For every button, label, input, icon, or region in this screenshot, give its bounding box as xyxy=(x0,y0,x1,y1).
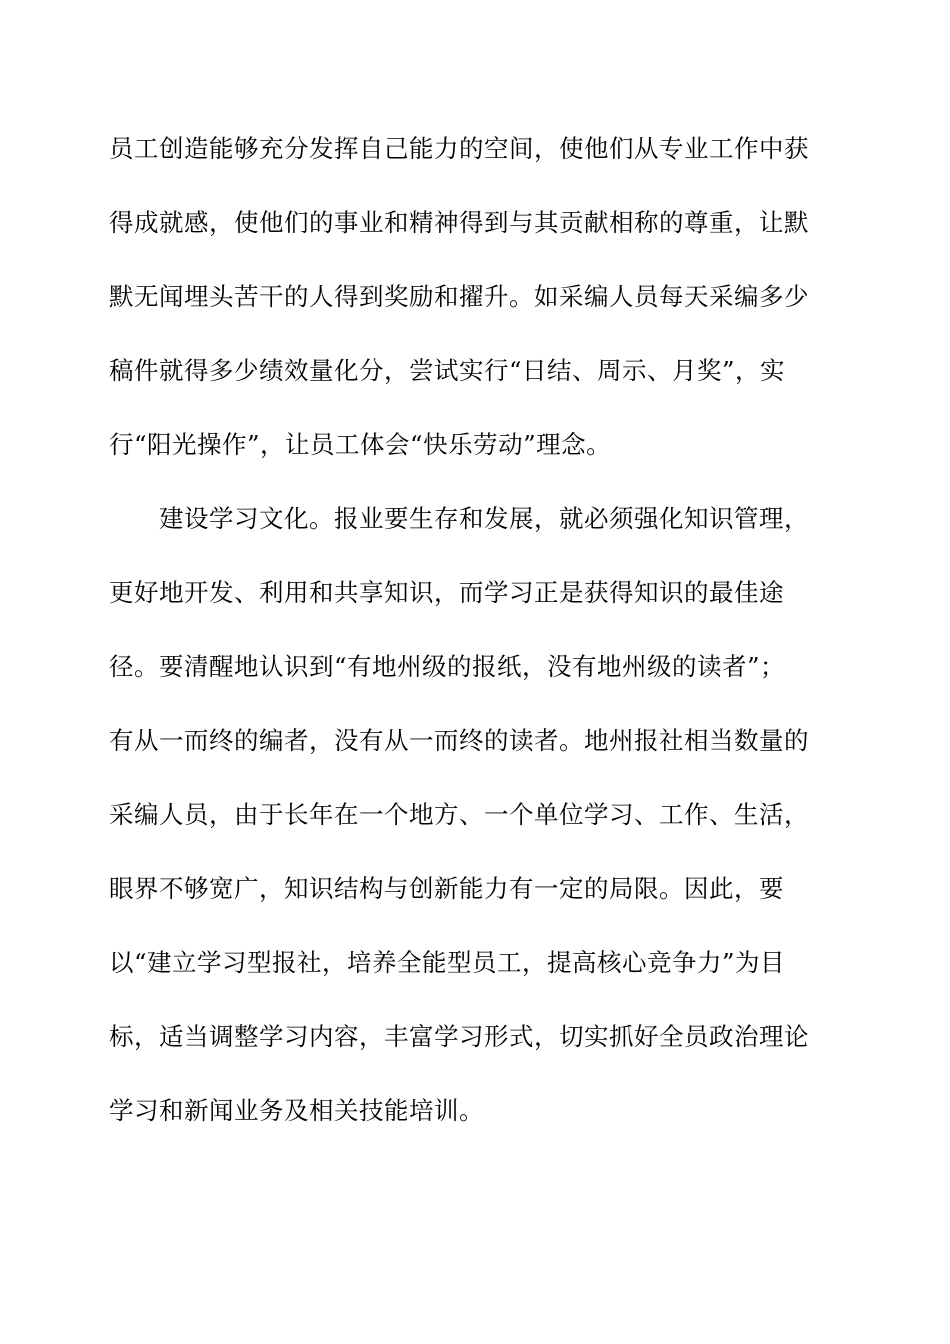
text-line: 标，适当调整学习内容，丰富学习形式，切实抓好全员政治理论 xyxy=(109,1022,809,1051)
text-line: 默无闻埋头苦干的人得到奖励和擢升。如采编人员每天采编多少 xyxy=(109,282,809,311)
text-line: 更好地开发、利用和共享知识，而学习正是获得知识的最佳途 xyxy=(109,578,784,607)
paragraph-1 xyxy=(109,130,849,464)
text-line: 学习和新闻业务及相关技能培训。 xyxy=(109,1096,484,1125)
document-body xyxy=(109,130,849,1166)
text-line: 行“阳光操作”，让员工体会“快乐劳动”理念。 xyxy=(109,430,612,459)
paragraph-2 xyxy=(109,500,849,1130)
text-line: 员工创造能够充分发挥自己能力的空间，使他们从专业工作中获 xyxy=(109,134,809,163)
text-line-first: 建设学习文化。报业要生存和发展，就必须强化知识管理， xyxy=(159,504,809,533)
text-line: 采编人员，由于长年在一个地方、一个单位学习、工作、生活， xyxy=(109,800,809,829)
text-line: 稿件就得多少绩效量化分，尝试实行“日结、周示、月奖”，实 xyxy=(109,356,786,385)
text-line: 眼界不够宽广，知识结构与创新能力有一定的局限。因此，要 xyxy=(109,874,784,903)
text-line: 得成就感，使他们的事业和精神得到与其贡献相称的尊重，让默 xyxy=(109,208,809,237)
text-line: 径。要清醒地认识到“有地州级的报纸，没有地州级的读者”； xyxy=(109,652,786,681)
text-line: 以“建立学习型报社，培养全能型员工，提高核心竞争力”为目 xyxy=(109,948,786,977)
text-line: 有从一而终的编者，没有从一而终的读者。地州报社相当数量的 xyxy=(109,726,809,755)
